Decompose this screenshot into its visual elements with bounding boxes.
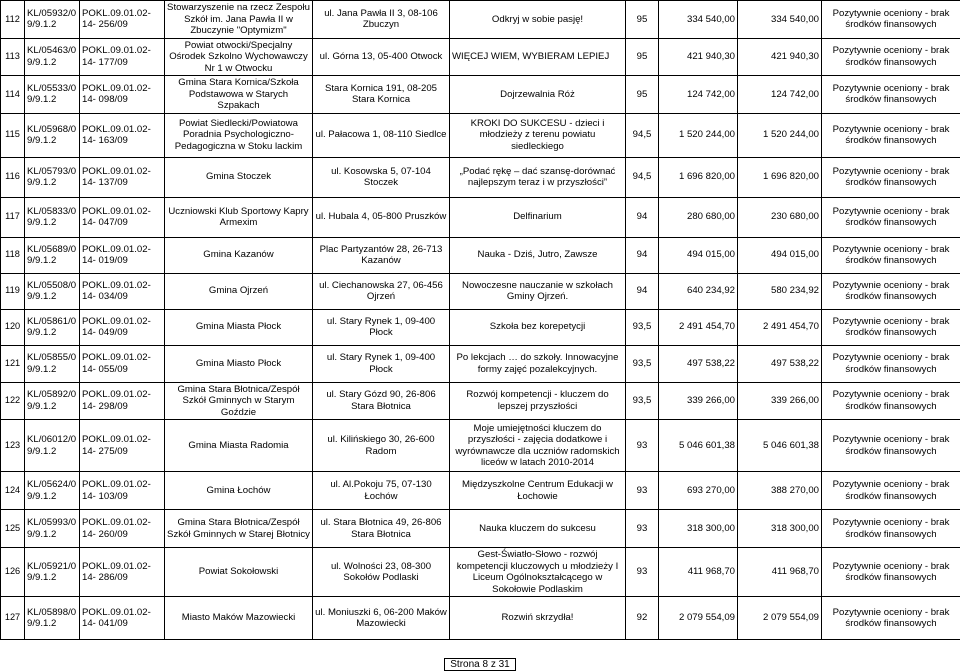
- table-row: [1, 597, 960, 640]
- evaluation-status: Pozytywnie oceniony - brak środków finansowych: [822, 548, 960, 597]
- applicant-address: ul. Jana Pawła II 3, 08-106 Zbuczyn: [313, 1, 450, 39]
- funding-amount: 421 940,30: [738, 38, 822, 76]
- application-number: KL/05861/0 9/9.1.2: [25, 309, 80, 345]
- applicant-address: ul. Wolności 23, 08-300 Sokołów Podlaski: [313, 548, 450, 597]
- score-points: 93: [626, 548, 659, 597]
- page-footer: [0, 658, 960, 671]
- application-number: KL/05624/0 9/9.1.2: [25, 472, 80, 510]
- table-row: [1, 1, 960, 39]
- funding-amount: 411 968,70: [738, 548, 822, 597]
- row-number: 112: [1, 1, 25, 39]
- funding-amount: 5 046 601,38: [738, 420, 822, 472]
- application-number: KL/05855/0 9/9.1.2: [25, 345, 80, 382]
- score-points: 94: [626, 197, 659, 237]
- evaluation-status: Pozytywnie oceniony - brak środków finansowych: [822, 472, 960, 510]
- application-number: KL/05892/0 9/9.1.2: [25, 382, 80, 420]
- application-number: KL/05898/0 9/9.1.2: [25, 597, 80, 640]
- applicant-address: ul. Stara Błotnica 49, 26-806 Stara Błotnica: [313, 510, 450, 548]
- score-points: 93: [626, 510, 659, 548]
- applicant-name: Uczniowski Klub Sportowy Kapry Armexim: [165, 197, 313, 237]
- application-number: KL/06012/0 9/9.1.2: [25, 420, 80, 472]
- application-number: KL/05793/0 9/9.1.2: [25, 157, 80, 197]
- applicant-address: ul. Pałacowa 1, 08-110 Siedlce: [313, 113, 450, 157]
- project-title: Międzyszkolne Centrum Edukacji w Łochowie: [450, 472, 626, 510]
- project-code: POKL.09.01.02-14- 275/09: [80, 420, 165, 472]
- project-code: POKL.09.01.02-14- 049/09: [80, 309, 165, 345]
- project-title: Odkryj w sobie pasję!: [450, 1, 626, 39]
- project-title: Rozwiń skrzydła!: [450, 597, 626, 640]
- page-number: Strona 8 z 31: [444, 658, 515, 671]
- project-value: 280 680,00: [659, 197, 738, 237]
- applicant-name: Powiat Sokołowski: [165, 548, 313, 597]
- project-title: Nauka kluczem do sukcesu: [450, 510, 626, 548]
- evaluation-status: Pozytywnie oceniony - brak środków finansowych: [822, 76, 960, 114]
- project-code: POKL.09.01.02-14- 019/09: [80, 237, 165, 273]
- project-value: 640 234,92: [659, 273, 738, 309]
- applicant-address: ul. Stary Rynek 1, 09-400 Płock: [313, 309, 450, 345]
- evaluation-status: Pozytywnie oceniony - brak środków finansowych: [822, 420, 960, 472]
- applicant-address: ul. Kosowska 5, 07-104 Stoczek: [313, 157, 450, 197]
- score-points: 93: [626, 420, 659, 472]
- applicant-name: Gmina Łochów: [165, 472, 313, 510]
- applicant-address: Stara Kornica 191, 08-205 Stara Kornica: [313, 76, 450, 114]
- evaluation-status: Pozytywnie oceniony - brak środków finansowych: [822, 382, 960, 420]
- applicant-name: Gmina Ojrzeń: [165, 273, 313, 309]
- project-code: POKL.09.01.02-14- 041/09: [80, 597, 165, 640]
- score-points: 92: [626, 597, 659, 640]
- project-title: Gest-Światło-Słowo - rozwój kompetencji kluczowych u młodzieży I Liceum Ogólnokształcącego w Sokołowie Podlaskim: [450, 548, 626, 597]
- application-number: KL/05968/0 9/9.1.2: [25, 113, 80, 157]
- application-number: KL/05508/0 9/9.1.2: [25, 273, 80, 309]
- project-title: Rozwój kompetencji - kluczem do lepszej przyszłości: [450, 382, 626, 420]
- applicant-name: Gmina Stara Błotnica/Zespół Szkół Gminnych w Starej Błotnicy: [165, 510, 313, 548]
- project-value: 2 079 554,09: [659, 597, 738, 640]
- row-number: 123: [1, 420, 25, 472]
- funding-amount: 1 696 820,00: [738, 157, 822, 197]
- project-code: POKL.09.01.02-14- 286/09: [80, 548, 165, 597]
- table-row: [1, 309, 960, 345]
- project-title: Po lekcjach … do szkoły. Innowacyjne formy zajęć pozalekcyjnych.: [450, 345, 626, 382]
- application-number: KL/05921/0 9/9.1.2: [25, 548, 80, 597]
- project-code: POKL.09.01.02-14- 047/09: [80, 197, 165, 237]
- project-value: 339 266,00: [659, 382, 738, 420]
- project-title: Moje umiejętności kluczem do przyszłości - zajęcia dodatkowe i wyrównawcze dla uczniów radomskich liceów w latach 2010-2014: [450, 420, 626, 472]
- table-row: [1, 38, 960, 76]
- funding-amount: 230 680,00: [738, 197, 822, 237]
- score-points: 94,5: [626, 113, 659, 157]
- applicant-address: ul. Moniuszki 6, 06-200 Maków Mazowiecki: [313, 597, 450, 640]
- applicant-name: Gmina Kazanów: [165, 237, 313, 273]
- score-points: 94: [626, 273, 659, 309]
- applicant-name: Gmina Miasta Płock: [165, 309, 313, 345]
- row-number: 125: [1, 510, 25, 548]
- project-value: 497 538,22: [659, 345, 738, 382]
- score-points: 94: [626, 237, 659, 273]
- funding-amount: 334 540,00: [738, 1, 822, 39]
- table-row: [1, 345, 960, 382]
- applicant-address: ul. Stary Rynek 1, 09-400 Płock: [313, 345, 450, 382]
- project-value: 1 696 820,00: [659, 157, 738, 197]
- applicant-name: Powiat Siedlecki/Powiatowa Poradnia Psychologiczno-Pedagogiczna w Stoku lackim: [165, 113, 313, 157]
- table-row: [1, 510, 960, 548]
- application-number: KL/05689/0 9/9.1.2: [25, 237, 80, 273]
- funding-amount: 494 015,00: [738, 237, 822, 273]
- application-number: KL/05833/0 9/9.1.2: [25, 197, 80, 237]
- project-code: POKL.09.01.02-14- 055/09: [80, 345, 165, 382]
- funding-amount: 388 270,00: [738, 472, 822, 510]
- project-code: POKL.09.01.02-14- 137/09: [80, 157, 165, 197]
- table-row: [1, 382, 960, 420]
- table-row: [1, 157, 960, 197]
- evaluation-status: Pozytywnie oceniony - brak środków finansowych: [822, 113, 960, 157]
- funding-amount: 124 742,00: [738, 76, 822, 114]
- applicant-name: Gmina Stoczek: [165, 157, 313, 197]
- row-number: 124: [1, 472, 25, 510]
- applicant-address: ul. Stary Gózd 90, 26-806 Stara Błotnica: [313, 382, 450, 420]
- evaluation-status: Pozytywnie oceniony - brak środków finansowych: [822, 237, 960, 273]
- applicant-name: Gmina Miasta Radomia: [165, 420, 313, 472]
- row-number: 115: [1, 113, 25, 157]
- applicant-address: ul. Kilińskiego 30, 26-600 Radom: [313, 420, 450, 472]
- project-value: 421 940,30: [659, 38, 738, 76]
- project-value: 318 300,00: [659, 510, 738, 548]
- project-title: KROKI DO SUKCESU - dzieci i młodzieży z terenu powiatu siedleckiego: [450, 113, 626, 157]
- table-row: [1, 113, 960, 157]
- score-points: 95: [626, 76, 659, 114]
- funding-amount: 497 538,22: [738, 345, 822, 382]
- score-points: 93: [626, 472, 659, 510]
- project-code: POKL.09.01.02-14- 177/09: [80, 38, 165, 76]
- project-value: 334 540,00: [659, 1, 738, 39]
- funding-amount: 2 079 554,09: [738, 597, 822, 640]
- project-code: POKL.09.01.02-14- 103/09: [80, 472, 165, 510]
- evaluation-status: Pozytywnie oceniony - brak środków finansowych: [822, 1, 960, 39]
- project-code: POKL.09.01.02-14- 260/09: [80, 510, 165, 548]
- funding-amount: 580 234,92: [738, 273, 822, 309]
- evaluation-status: Pozytywnie oceniony - brak środków finansowych: [822, 157, 960, 197]
- project-value: 1 520 244,00: [659, 113, 738, 157]
- project-value: 693 270,00: [659, 472, 738, 510]
- score-points: 94,5: [626, 157, 659, 197]
- table-body: [1, 1, 960, 640]
- applicant-address: ul. Hubala 4, 05-800 Pruszków: [313, 197, 450, 237]
- project-value: 411 968,70: [659, 548, 738, 597]
- project-title: „Podać rękę – dać szansę-dorównać najlepszym teraz i w przyszłości”: [450, 157, 626, 197]
- application-number: KL/05993/0 9/9.1.2: [25, 510, 80, 548]
- evaluation-status: Pozytywnie oceniony - brak środków finansowych: [822, 597, 960, 640]
- project-value: 494 015,00: [659, 237, 738, 273]
- project-value: 2 491 454,70: [659, 309, 738, 345]
- row-number: 117: [1, 197, 25, 237]
- applicant-address: Plac Partyzantów 28, 26-713 Kazanów: [313, 237, 450, 273]
- table-row: [1, 197, 960, 237]
- project-code: POKL.09.01.02-14- 298/09: [80, 382, 165, 420]
- row-number: 113: [1, 38, 25, 76]
- project-code: POKL.09.01.02-14- 163/09: [80, 113, 165, 157]
- applicant-name: Powiat otwocki/Specjalny Ośrodek Szkolno Wychowawczy Nr 1 w Otwocku: [165, 38, 313, 76]
- score-points: 95: [626, 1, 659, 39]
- table-row: [1, 76, 960, 114]
- score-points: 95: [626, 38, 659, 76]
- project-title: Nowoczesne nauczanie w szkołach Gminy Ojrzeń.: [450, 273, 626, 309]
- funding-amount: 2 491 454,70: [738, 309, 822, 345]
- table-row: [1, 420, 960, 472]
- project-code: POKL.09.01.02-14- 098/09: [80, 76, 165, 114]
- evaluation-status: Pozytywnie oceniony - brak środków finansowych: [822, 38, 960, 76]
- score-points: 93,5: [626, 382, 659, 420]
- funding-amount: 1 520 244,00: [738, 113, 822, 157]
- evaluation-status: Pozytywnie oceniony - brak środków finansowych: [822, 197, 960, 237]
- row-number: 114: [1, 76, 25, 114]
- application-number: KL/05533/0 9/9.1.2: [25, 76, 80, 114]
- application-number: KL/05932/0 9/9.1.2: [25, 1, 80, 39]
- applicant-name: Gmina Miasto Płock: [165, 345, 313, 382]
- project-title: Szkoła bez korepetycji: [450, 309, 626, 345]
- table-row: [1, 273, 960, 309]
- applicant-address: ul. Górna 13, 05-400 Otwock: [313, 38, 450, 76]
- applicant-name: Stowarzyszenie na rzecz Zespołu Szkół im. Jana Pawła II w Zbuczynie "Optymizm": [165, 1, 313, 39]
- evaluation-status: Pozytywnie oceniony - brak środków finansowych: [822, 345, 960, 382]
- row-number: 118: [1, 237, 25, 273]
- row-number: 127: [1, 597, 25, 640]
- evaluation-status: Pozytywnie oceniony - brak środków finansowych: [822, 309, 960, 345]
- table-row: [1, 548, 960, 597]
- project-code: POKL.09.01.02-14- 034/09: [80, 273, 165, 309]
- funding-amount: 339 266,00: [738, 382, 822, 420]
- evaluation-status: Pozytywnie oceniony - brak środków finansowych: [822, 273, 960, 309]
- row-number: 126: [1, 548, 25, 597]
- project-title: Delfinarium: [450, 197, 626, 237]
- evaluation-status: Pozytywnie oceniony - brak środków finansowych: [822, 510, 960, 548]
- row-number: 116: [1, 157, 25, 197]
- applicant-name: Gmina Stara Kornica/Szkoła Podstawowa w Starych Szpakach: [165, 76, 313, 114]
- row-number: 120: [1, 309, 25, 345]
- table-row: [1, 472, 960, 510]
- project-title: Dojrzewalnia Róż: [450, 76, 626, 114]
- applicant-name: Gmina Stara Błotnica/Zespół Szkół Gminnych w Starym Goździe: [165, 382, 313, 420]
- applicant-address: ul. Ciechanowska 27, 06-456 Ojrzeń: [313, 273, 450, 309]
- project-code: POKL.09.01.02-14- 256/09: [80, 1, 165, 39]
- score-points: 93,5: [626, 345, 659, 382]
- funding-amount: 318 300,00: [738, 510, 822, 548]
- application-number: KL/05463/0 9/9.1.2: [25, 38, 80, 76]
- project-value: 124 742,00: [659, 76, 738, 114]
- row-number: 119: [1, 273, 25, 309]
- project-value: 5 046 601,38: [659, 420, 738, 472]
- row-number: 121: [1, 345, 25, 382]
- project-title: Nauka - Dziś, Jutro, Zawsze: [450, 237, 626, 273]
- table-row: [1, 237, 960, 273]
- project-title: WIĘCEJ WIEM, WYBIERAM LEPIEJ: [450, 38, 626, 76]
- applicant-name: Miasto Maków Mazowiecki: [165, 597, 313, 640]
- score-points: 93,5: [626, 309, 659, 345]
- applicant-address: ul. Al.Pokoju 75, 07-130 Łochów: [313, 472, 450, 510]
- row-number: 122: [1, 382, 25, 420]
